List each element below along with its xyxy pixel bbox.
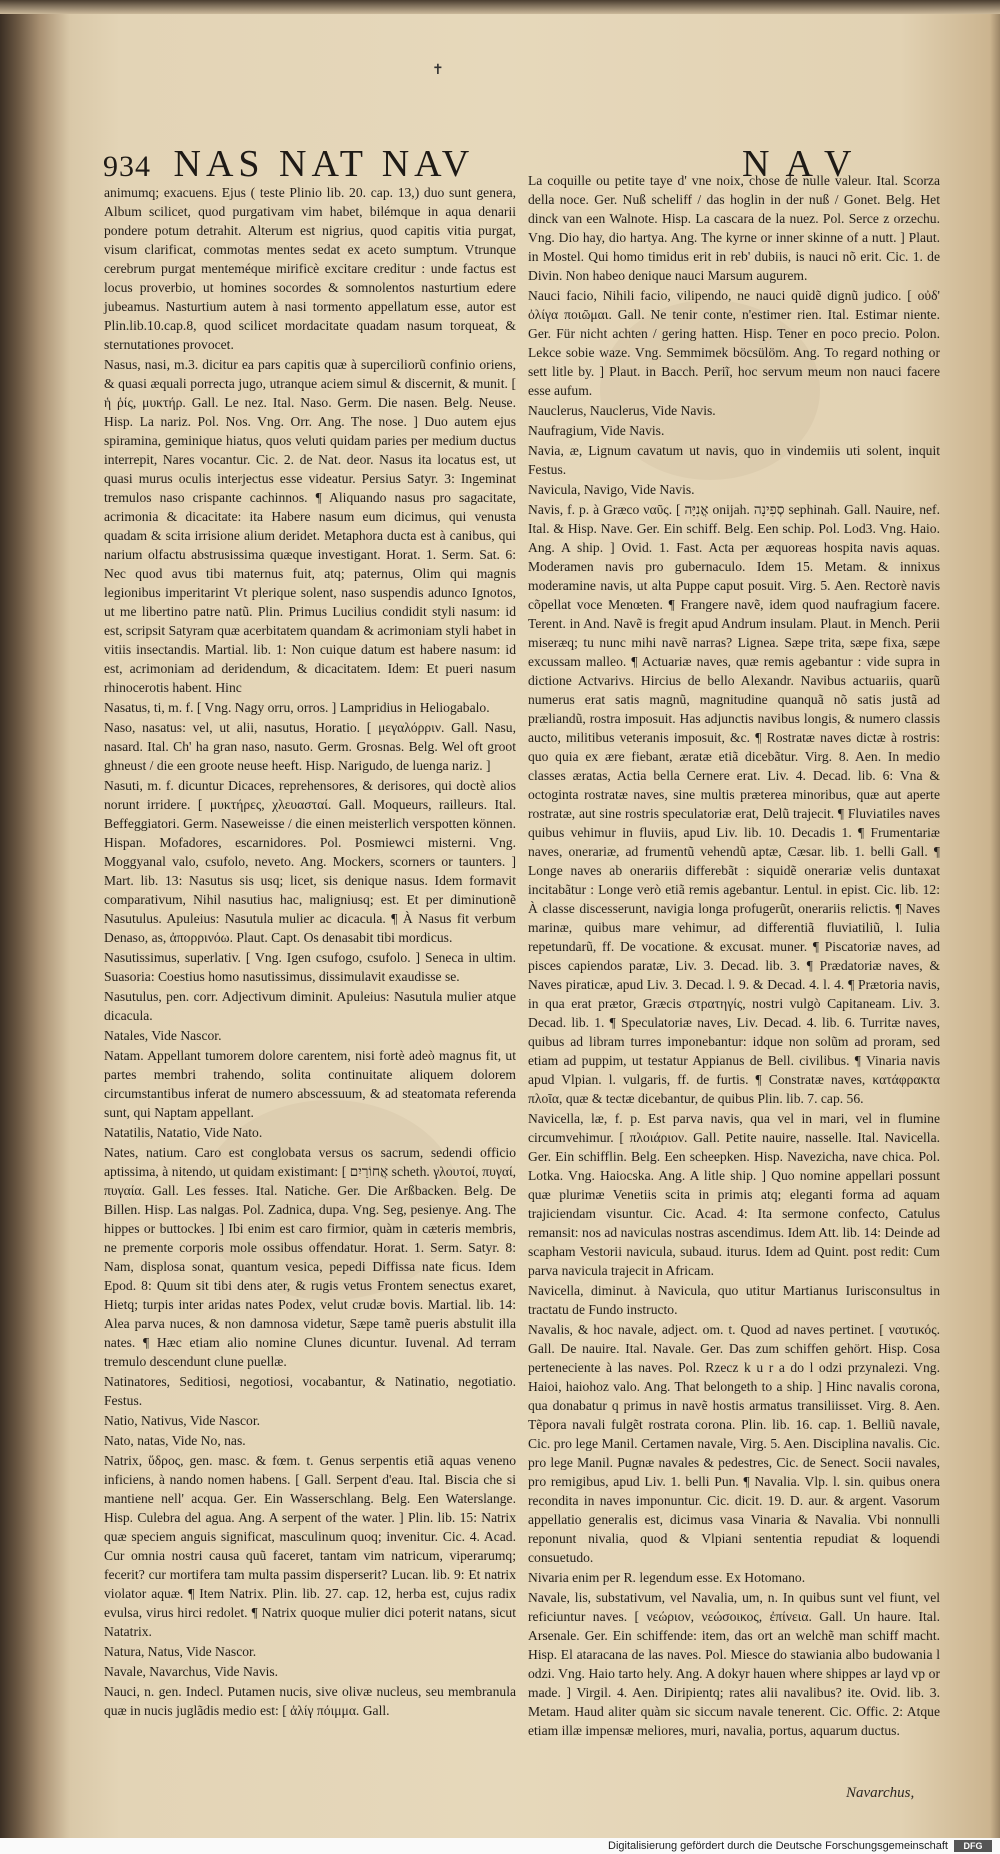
dictionary-entry: Nasatus, ti, m. f. [ Vng. Nagy orru, orros. ] Lampridius in Heliogabalo. [104, 700, 490, 715]
dictionary-entry: Natio, Nativus, Vide Nascor. [104, 1413, 260, 1428]
dictionary-entry: Natura, Natus, Vide Nascor. [104, 1644, 257, 1659]
dictionary-entry: Navale, lis, substativum, vel Navalia, um, n. In quibus sunt vel fiunt, vel reficiuntur naves. [ νεώριον, νεώσοικος, ἐπίνεια. Gall. Un haure. Ital. Arsenale. Ger. Ein schiffende: item, das ort an welchẽ man schiff macht. Hisp. El ataracana de las naves. Pol. Miesce do stawiania albo budowania l odzi. Vng. Haio tarto hely. Ang. A dokyr hauen where shippes ar layd vp or made. ] Virgil. 4. Aen. Diripientq; rates alii navalibus? ite. Ovid. lib. 3. Metam. Haud aliter quàm sic siccum navale tenerent. Cic. Offic. 2: Atque etiam illæ impensæ meliores, muri, navalia, portus, aquarum ductus. [528, 1590, 940, 1738]
left-running-head [103, 142, 474, 186]
dictionary-entry: Nivaria enim per R. legendum esse. Ex Hotomano. [528, 1570, 806, 1585]
dictionary-entry: Nates, natium. Caro est conglobata versus os sacrum, sedendi officio aptissima, à nitendo, ut quidam existimant: [ אֲחוֹרַיִם scheth. γλουτοί, πυγαί, πυγαία. Gall. Les fesses. Ital. Natiche. Ger. Die Arßbacken. Belg. De Billen. Hisp. Las nalgas. Pol. Zadnica, dupa. Vng. Seg, pesienye. Ang. The hippes or buttockes. ] Ibi enim est caro firmior, quàm in cæteris membris, ne premente corporis mole ossibus offendatur. Horat. 1. Serm. Satyr. 8: Nam, displosa sonat, quantum vesica, pepedi Diffissa nate ficus. Idem Epod. 8: Quum sit tibi dens ater, & rugis vetus Frontem senectus exaret, Hietq; turpis inter aridas nates Podex, velut crudæ bovis. Martial. lib. 14: Alea parva nuces, & non damnosa videtur, Sæpe tamẽ pueris abstulit illa nates. ¶ Hæc etiam alio nomine Clunes dicuntur. Iuvenal. Ad terram tremulo descendunt clune puellæ. [104, 1145, 517, 1369]
left-column [104, 182, 516, 1720]
dictionary-entry: Nasuti, m. f. dicuntur Dicaces, reprehensores, & derisores, qui doctè alios norunt irridere. [ μυκτήρες, χλευασταί. Gall. Moqueurs, railleurs. Ital. Beffeggiatori. Germ. Naseweisse / die einen meisterlich verspotten können. Hispan. Mofadores, escarnidores. Pol. Posmiewci misterni. Vng. Moggyanal valo, csufolo, neveto. Ang. Mockers, scorners or taunters. ] Mart. lib. 13: Nasutus sis usq; licet, sis denique nasus. Idem formavit comparativum, Nihil nasutius hac, maligniusq; est. Et per diminutionẽ Nasutulus. Apuleius: Nasutula mulier ac dicacula. ¶ À Nasus fit verbum Denaso, as, ἀπορρινόω. Plaut. Capt. Os denasabit tibi mordicus. [104, 778, 516, 945]
left-head-text: NAS NAT NAV [173, 143, 475, 185]
right-running-head: NAV [742, 143, 868, 185]
dictionary-entry: Natales, Vide Nascor. [104, 1028, 222, 1043]
dictionary-entry: Navicella, diminut. à Navicula, quo utitur Martianus Iurisconsultus in tractatu de Fundo instructo. [528, 1283, 940, 1317]
dictionary-entry: Nasus, nasi, m.3. dicitur ea pars capitis quæ à superciliorũ confinio oriens, & quasi æquali porrecta jugo, utranque aciem simul & discernit, & munit. [ ἡ ῥίς, μυκτήρ. Gall. Le nez. Ital. Naso. Germ. Die nasen. Belg. Neuse. Hisp. La nariz. Pol. Nos. Vng. Orr. Ang. The nose. ] Duo autem ejus spiramina, geminique hiatus, quos veluti quidam paries per medium ductus interrepit, Nares vocantur. Cic. 2. de Nat. deor. Nasus ita locatus est, ut quasi murus oculis interjectus esse videatur. Persius Satyr. 3: Ingeminat tremulos naso crispante cachinnos. ¶ Aliquando nasus pro sagacitate, acrimonia & dicacitate: ita Habere nasum eum dicimus, qui venusta quadam & scita irrisione alium deridet. Metaphora ducta est à canibus, qui narium olfactu abstrusissima quæque investigant. Horat. 1. Serm. Sat. 6: Nec quod avus tibi maternus fuit, atq; paternus, Olim qui magnis legionibus imperitarint Vt plerique solent, naso suspendis adunco Ignotos, ut me libertino patre natũ. Plin. Primus Lucilius condidit styli nasum: id est, scripsit Satyram quæ acerbitatem quandam & acrimoniam styli habet in vitiis insectandis. Martial. lib. 1: Non cuique datum est habere nasum: id est, acrimoniam ad deridendum, & dicacitatem. Idem: Et pueri nasum rhinocerotis habent. Hinc [104, 357, 516, 695]
dictionary-entry: Naso, nasatus: vel, ut alii, nasutus, Horatio. [ μεγαλόρριν. Gall. Nasu, nasard. Ital. Ch' ha gran naso, nasuto. Germ. Grosnas. Belg. Wel oft groot ghneust / die een groote neuse heeft. Hisp. Narigudo, de luenga nariz. ] [104, 720, 516, 773]
dfg-logo: DFG [954, 1840, 992, 1852]
dictionary-entry: Nauclerus, Nauclerus, Vide Navis. [528, 403, 716, 418]
dictionary-entry: animumq; exacuens. Ejus ( teste Plinio lib. 20. cap. 13,) duo sunt genera, Album scilicet, quod purgativam vim habet, bilémque in aqua denarii pondere potum detrahit. Alterum est nigrius, quod capitis vitia purgat, visum clarificat, commotas mentes sedat ex aceto sumptum. Vtrunque cerebrum purgat menteméque mirificè excitare creditur : unde factus est locus proverbio, ut homines socordes & somnolentos nasturtium edere jubeamus. Nasturtium autem à nasi tormento appellatum esse, autor est Plin.lib.10.cap.8, quod scilicet mordacitate quadam nasum torqueat, & sternutationes provocet. [104, 185, 516, 352]
page-number: 934 [103, 150, 151, 183]
dictionary-entry: Nasutissimus, superlativ. [ Vng. Igen csufogo, csufolo. ] Seneca in ultim. Suasoria: Coestius homo nasutissimus, dissimulavit exaudisse se. [104, 950, 516, 984]
dictionary-entry: Nauci, n. gen. Indecl. Putamen nucis, sive olivæ nucleus, seu membranula quæ in nucis juglãdis medio est: [ ἀλίγ πόιμμα. Gall. [104, 1684, 516, 1718]
right-column [528, 170, 940, 1740]
dictionary-entry: Navicella, læ, f. p. Est parva navis, qua vel in mari, vel in flumine circumvehimur. [ πλοιάριον. Gall. Petite nauire, nasselle. Ital. Navicella. Ger. Ein schifflin. Belg. Een scheepken. Hisp. Navezicha, nave chica. Pol. Lotka. Vng. Haiocska. Ang. A litle ship. ] Quo nomine appellari possunt quæ plurimæ Venetiis scita in primis atq; eleganti forma ad aquam trajiciendam visuntur. Cic. Acad. 4: Ita sermone confecto, Catulus remansit: nos ad naviculas nostras ascendimus. Idem Att. lib. 14: Deinde ad scapham Vestorii navicula, subaud. iturus. Idem ad Quint. post redit: Cum parva navicula trajecit in Africam. [528, 1111, 940, 1278]
dictionary-entry: Nato, natas, Vide No, nas. [104, 1433, 246, 1448]
dictionary-entry: Natam. Appellant tumorem dolore carentem, nisi fortè adeò magnus fit, ut partes membri trahendo, solita continuitate aliquem dolorem circumstantibus inferat de numero abscessuum, & ad steatomata referenda sunt, qui Naptam appellant. [104, 1048, 516, 1120]
dictionary-entry: Natrix, ὕδρος, gen. masc. & fœm. t. Genus serpentis etiã aquas veneno inficiens, à nando nomen habens. [ Gall. Serpent d'eau. Ital. Biscia che si mantiene nell' acqua. Ger. Ein Wasserschlang. Belg. Een Waterslange. Hisp. Culebra del agua. Ang. A serpent of the water. ] Plin. lib. 15: Natrix quæ speciem anguis significat, masculinum quoq; invenitur. Cic. 4. Acad. Cur omnia nostri causa quũ faceret, tantam vim natricum, viperarumq; fecerit? cur mortifera tam multa passim disperserit? Lucan. lib. 9: Et natrix violator aquæ. ¶ Item Natrix. Plin. lib. 27. cap. 12, herba est, cujus radix evulsa, virus hirci redolet. ¶ Natrix quoque mulier dici poterit natans, sicut Natatrix. [104, 1453, 516, 1639]
dictionary-entry: Naufragium, Vide Navis. [528, 423, 665, 438]
dictionary-entry: Nasutulus, pen. corr. Adjectivum diminit. Apuleius: Nasutula mulier atque dicacula. [104, 989, 516, 1023]
dictionary-entry: La coquille ou petite taye d' vne noix, chose de nulle valeur. Ital. Scorza della noce. Ger. Nuß scheliff / das hoglin in der nuß / Gonet. Belg. Het dinck van een Walnote. Hisp. La cascara de la nuez. Pol. Serce z orzechu. Vng. Dio hay, dio hartya. Ang. The kyrne or inner skinne of a nutt. ] Plaut. in Mostel. Qui homo timidus erit in reb' dubiis, is nauci nõ erit. Cic. 1. de Divin. Non habeo denique nauci Marsum augurem. [528, 173, 940, 283]
dictionary-entry: Nauci facio, Nihili facio, vilipendo, ne nauci quidẽ dignũ judico. [ οὐδ' ὀλίγα ποιῶμαι. Gall. Ne tenir conte, n'estimer rien. Ital. Estimar niente. Ger. Für nicht achten / gering hatten. Hisp. Tener en poco precio. Polon. Lekce sobie waze. Vng. Semmimek böcsülöm. Ang. To regard nothing or sett litle by. ] Plaut. in Bacch. Periĩ, hoc servum meum non nauci facere esse aufum. [528, 288, 940, 398]
dictionary-entry: Navalis, & hoc navale, adject. om. t. Quod ad naves pertinet. [ ναυτικός. Gall. De nauire. Ital. Navale. Ger. Das zum schiffen gehört. Hisp. Cosa perteneciente à las naves. Pol. Rzecz k u r a do l odzi przynalezi. Vng. Haioi, haiohoz valo. Ang. That belongeth to a ship. ] Hinc navalis corona, qua donabatur q primus in navẽ hostis armatus transiliisset. Virg. 8. Aen. Tẽpora navali fulgẽt rostrata corona. Plin. lib. 16. cap. 1. Belliũ navale, Cic. pro lege Manil. Certamen navale, Virg. 5. Aen. Disciplina navalis. Cic. pro lege Manil. Pugnæ navales & pedestres, Cic. de Senect. Socii navales, pro remigibus, apud Liv. 1. belli Pun. ¶ Navalia. Vlp. l. sin. quibus onera recondita in naves imponuntur. Cic. dicit. 19. D. aur. & argent. Vasorum appellatio generalis est, dicimus vasa Vinaria & Navalia. Vbi nonnulli reponunt nivalia, quod & Vlpiani sententia repudiat & loquendi consuetudo. [528, 1322, 940, 1565]
digitization-credit: Digitalisierung gefördert durch die Deutsche Forschungsgemeinschaft [0, 1838, 1000, 1854]
page-top-edge [0, 0, 1000, 14]
dictionary-entry: Navia, æ, Lignum cavatum ut navis, quo in vindemiis uti solent, inquit Festus. [528, 443, 940, 477]
ornament-mark: ✝ [432, 62, 444, 78]
catchword: Navarchus, [846, 1785, 915, 1801]
dictionary-entry: Navale, Navarchus, Vide Navis. [104, 1664, 279, 1679]
dictionary-entry: Navicula, Navigo, Vide Navis. [528, 482, 695, 497]
dictionary-entry: Navis, f. p. à Græco ναῦς. [ אֳנִיָּה onijah. סְפִינָה sephinah. Gall. Nauire, nef. Ital. & Hisp. Nave. Ger. Ein schiff. Belg. Een schip. Pol. Lod3. Vng. Haio. Ang. A ship. ] Ovid. 1. Fast. Acta per æquoreas hospita navis aquas. Moderamen navis pro gubernaculo. Idem 15. Metam. & innixus moderamine navis, ut alta Puppe caput posuit. Virg. 5. Aen. Rectorè navis cõpellat voce Menœten. ¶ Frangere navẽ, idem quod naufragium facere. Terent. in And. Navẽ is fregit apud Andrum insulam. Plaut. in Mench. Perii miseræq; tu nunc mihi navẽ narras? Lignea. Sæpe trita, sæpe fixa, sæpe excussam malleo. ¶ Actuariæ naves, quæ remis agebantur : vide supra in dictione Actvarivs. Hircius de bello Alexandr. Navibus actuariis, quarũ numerus erat satis magnũ, magnitudine quanquã nõ satis justã ad præliandũ, rostra imposuit. Has adjunctis navibus longis, & numero classis aucto, militibus veteranis imposuit, &c. ¶ Rostratæ naves dictæ à rostris: quo quia ex ære fiebant, æratæ etiã dicebãtur. Virg. 8. Aen. In medio classes æratas, Actia bella Cernere erat. Liv. 4. Decad. lib. 6: Vna & octoginta rostratæ naves, sine multis præterea minoribus, quæ aut aperte rostratæ, aut sine rostris speculatoriæ erat, Delũ trajecit. ¶ Fluviatiles naves quibus vehimur in fluviis, apud Liv. lib. 10. Decadis 1. ¶ Frumentariæ naves, onerariæ, ad frumentũ vehendũ aptæ, Cæsar. lib. 1. belli Gall. ¶ Longe naves ab onerariis differebãt : siquidẽ onerariæ velis duntaxat incitabãtur : Longe verò etiã remis agebantur. Lentul. in epist. Cic. lib. 12: À classe discesserunt, navigia longa profugerũt, onerariis relictis. ¶ Naves marinæ, quibus mare vehimur, ad differentiã fluviatiliũ, l. Iulia repetundarũ, ff. De vocatione. & excusat. muner. ¶ Piscatoriæ naves, ad pisces capiendos paratæ, Liv. 3. Decad. lib. 3. ¶ Prædatoriæ naves, & Naves piraticæ, apud Liv. 3. Decad. l. 9. & Decad. 4. l. 4. ¶ Prætoria navis, in qua erat prætor, Græcis στρατηγίς, nostri vulgò Capitaneam. Liv. 3. Decad. lib. 1. ¶ Speculatoriæ naves, Liv. Decad. 4. lib. 6. Turritæ naves, quibus ad libram turres imponebantur: idque non solũm ad proram, sed etiam ad puppim, ut testatur Appianus de Bell. civilibus. ¶ Vinaria navis apud Vlpian. l. vulgaris, ff. de furtis. ¶ Constratæ naves, κατάφρακτα πλοῖα, quæ & tectæ dicebantur, de quibus Plin. lib. 7. cap. 56. [528, 502, 940, 1106]
dictionary-entry: Natatilis, Natatio, Vide Nato. [104, 1125, 263, 1140]
dictionary-entry: Natinatores, Seditiosi, negotiosi, vocabantur, & Natinatio, negotiatio. Festus. [104, 1374, 516, 1408]
